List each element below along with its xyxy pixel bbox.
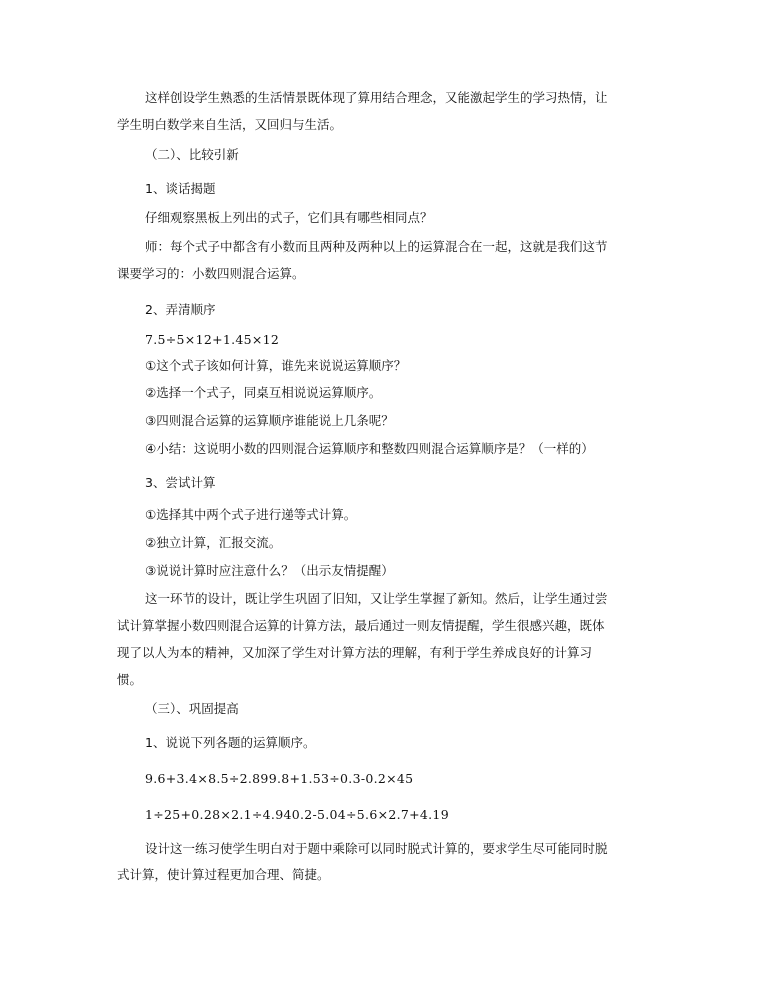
paragraph-line: 试计算掌握小数四则混合运算的计算方法，最后通过一则友情提醒，学生很感兴趣，既体 <box>117 618 605 633</box>
paragraph-line: 课要学习的：小数四则混合运算。 <box>117 266 305 281</box>
list-item: ③说说计算时应注意什么？（出示友情提醒） <box>145 563 394 578</box>
paragraph-line: 师：每个式子中都含有小数而且两种及两种以上的运算混合在一起，这就是我们这节 <box>145 239 608 254</box>
paragraph-line: 式计算，使计算过程更加合理、简捷。 <box>117 867 330 882</box>
subsection-heading: 2、弄清顺序 <box>145 302 216 317</box>
list-item: ③四则混合运算的运算顺序谁能说上几条呢？ <box>145 413 394 428</box>
paragraph-line: 设计这一练习使学生明白对于题中乘除可以同时脱式计算的，要求学生尽可能同时脱 <box>145 841 608 856</box>
list-item: ④小结：这说明小数的四则混合运算顺序和整数四则混合运算顺序是？（一样的） <box>145 441 594 456</box>
paragraph-line: 现了以人为本的精神，又加深了学生对计算方法的理解，有利于学生养成良好的计算习 <box>117 645 593 660</box>
paragraph-line: 惯。 <box>117 672 143 687</box>
list-item: ②独立计算，汇报交流。 <box>145 535 282 550</box>
section-heading: （二）、比较引新 <box>145 147 239 162</box>
subsection-heading: 3、尝试计算 <box>145 475 216 490</box>
list-item: ①这个式子该如何计算，谁先来说说运算顺序？ <box>145 358 407 373</box>
subsection-heading: 1、谈话揭题 <box>145 181 216 196</box>
subsection-heading: 1、说说下列各题的运算顺序。 <box>145 735 316 750</box>
math-expression: 1÷25+0.28×2.1÷4.940.2-5.04÷5.6×2.7+4.19 <box>145 807 449 822</box>
list-item: ②选择一个式子，同桌互相说说运算顺序。 <box>145 385 382 400</box>
paragraph-line: 学生明白数学来自生活，又回归与生活。 <box>117 117 343 132</box>
math-expression: 7.5÷5×12+1.45×12 <box>145 332 280 347</box>
paragraph-line: 这一环节的设计，既让学生巩固了旧知，又让学生掌握了新知。然后，让学生通过尝 <box>145 591 608 606</box>
paragraph-line: 这样创设学生熟悉的生活情景既体现了算用结合理念，又能激起学生的学习热情，让 <box>145 90 608 105</box>
math-expression: 9.6+3.4×8.5÷2.899.8+1.53÷0.3-0.2×45 <box>145 771 414 786</box>
list-item: ①选择其中两个式子进行递等式计算。 <box>145 507 357 522</box>
section-heading: （三）、巩固提高 <box>145 701 239 716</box>
paragraph-line: 仔细观察黑板上列出的式子，它们具有哪些相同点？ <box>145 210 433 225</box>
